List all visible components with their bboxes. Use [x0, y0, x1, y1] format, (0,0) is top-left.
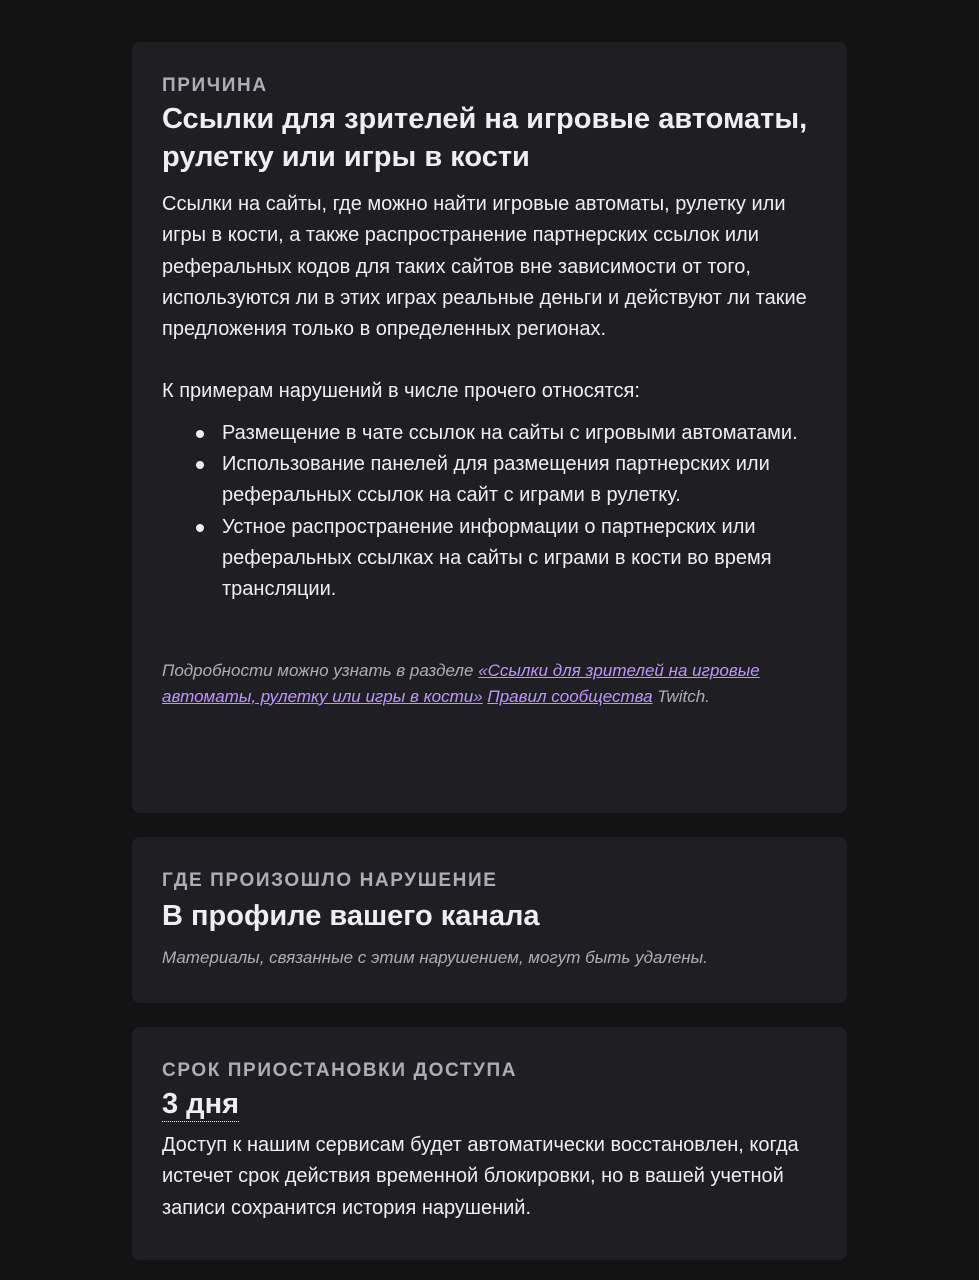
reason-footnote [162, 658, 822, 710]
term-label: СРОК ПРИОСТАНОВКИ ДОСТУПА [162, 1060, 518, 1081]
reason-card [132, 42, 847, 813]
where-title: В профиле вашего канала [162, 900, 540, 932]
bullet-icon [196, 461, 204, 469]
example-text: Использование панелей для размещения партнерских или реферальных ссылок на сайт с играми в рулетку. [222, 453, 770, 507]
term-description: Доступ к нашим сервисам будет автоматически восстановлен, когда истечет срок действия временной блокировки, но в вашей учетной записи сохранится история нарушений. [162, 1134, 799, 1219]
bullet-icon [196, 524, 204, 532]
where-label: ГДЕ ПРОИЗОШЛО НАРУШЕНИЕ [162, 870, 498, 891]
example-text: Устное распространение информации о партнерских или реферальных ссылках на сайты с играми в кости во время трансляции. [222, 515, 772, 601]
policy-link[interactable]: «Ссылки для зрителей на игровые автоматы, рулетку или игры в кости» [162, 660, 760, 706]
examples-list [162, 418, 817, 606]
bullet-icon [196, 430, 204, 438]
footnote-prefix: Подробности можно узнать в разделе [162, 660, 479, 680]
examples-intro: К примерам нарушений в числе прочего относятся: [162, 380, 640, 403]
list-item [222, 512, 822, 606]
footnote-suffix: Twitch. [652, 686, 710, 706]
list-item [222, 418, 822, 449]
term-title[interactable]: 3 дня [162, 1088, 240, 1120]
suspension-term-card [132, 1027, 847, 1260]
reason-description: Ссылки на сайты, где можно найти игровые автоматы, рулетку или игры в кости, а также распространение партнерских ссылок или реферальных кодов для таких сайтов вне зависимости от того, используются ли в этих играх реальные деньги и действуют ли такие предложения только в определенных регионах. [162, 193, 807, 341]
reason-label: ПРИЧИНА [162, 75, 268, 96]
example-text: Размещение в чате ссылок на сайты с игровыми автоматами. [222, 421, 798, 444]
violation-location-card [132, 837, 847, 1003]
reason-title: Ссылки для зрителей на игровые автоматы, рулетку или игры в кости [162, 103, 808, 173]
community-guidelines-link[interactable]: Правил сообщества [487, 686, 653, 706]
list-item [222, 449, 822, 512]
where-note: Материалы, связанные с этим нарушением, могут быть удалены. [162, 948, 708, 967]
